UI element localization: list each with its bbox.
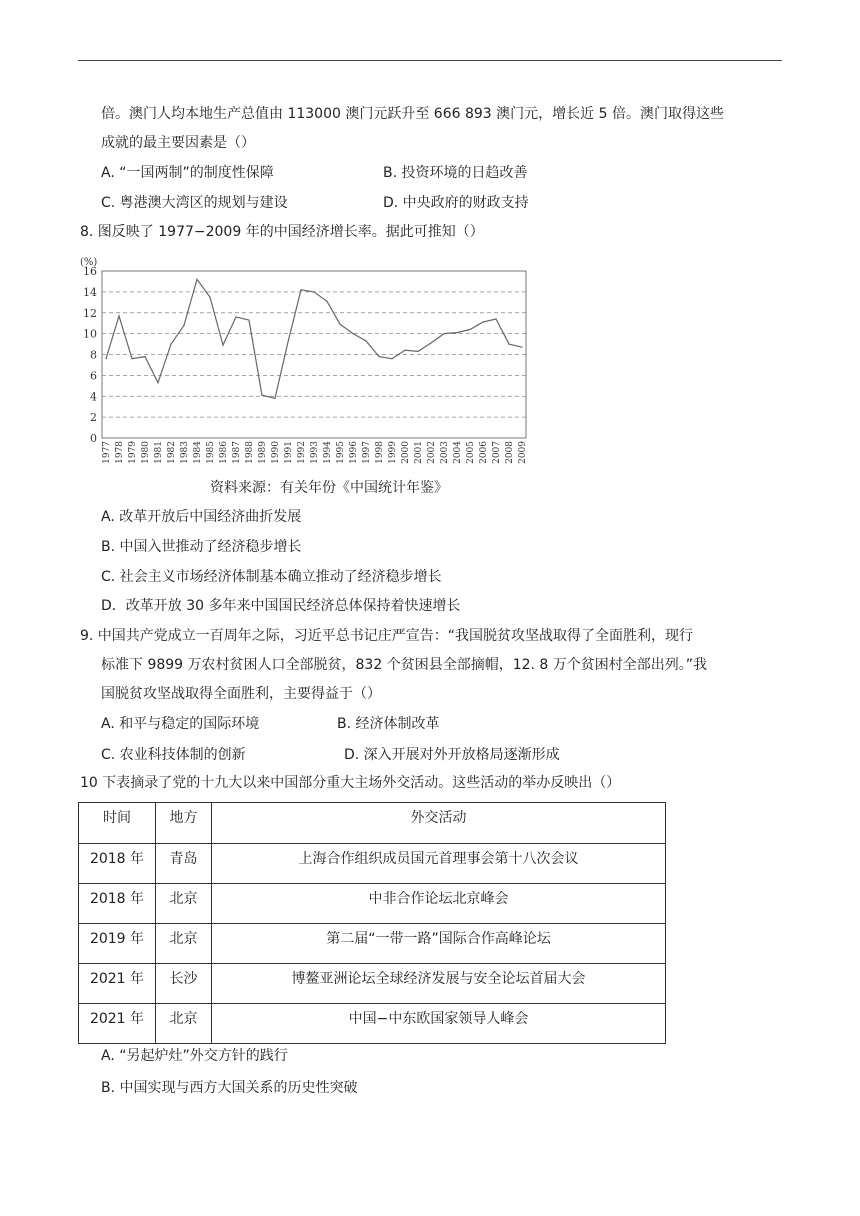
data-point	[391, 358, 392, 359]
x-tick-label: 1989	[258, 441, 268, 464]
cell-place: 北京	[156, 924, 212, 964]
cell-activity: 博鳌亚洲论坛全球经济发展与安全论坛首届大会	[212, 964, 666, 1004]
header-rule	[78, 60, 782, 61]
y-tick-label: 10	[83, 327, 97, 341]
x-tick-label: 1996	[349, 441, 359, 464]
x-tick-label: 1994	[323, 441, 333, 464]
q10-option-a[interactable]: A. “另起炉灶”外交方针的践行	[101, 1048, 288, 1064]
header-place: 地方	[156, 803, 212, 844]
q9-line2: 标准下 9899 万农村贫困人口全部脱贫，832 个贫困县全部摘帽，12. 8 万个贫困村全部出列。”我	[101, 657, 708, 673]
x-tick-label: 1988	[245, 441, 255, 464]
data-point	[313, 291, 314, 292]
table-row	[79, 884, 666, 924]
x-tick-label: 1982	[167, 441, 177, 464]
data-point	[287, 341, 288, 342]
x-tick-label: 1997	[362, 441, 372, 464]
x-tick-label: 1978	[115, 441, 125, 464]
data-point	[131, 358, 132, 359]
x-tick-label: 1985	[206, 441, 216, 464]
data-point	[508, 343, 509, 344]
x-tick-label: 1977	[102, 441, 112, 464]
diplomacy-table	[78, 802, 666, 1044]
x-tick-label: 2002	[427, 441, 437, 464]
data-point	[339, 324, 340, 325]
q9-option-d[interactable]: D. 深入开展对外开放格局逐渐形成	[344, 747, 560, 763]
data-point	[352, 333, 353, 334]
cell-place: 北京	[156, 884, 212, 924]
x-tick-label: 1992	[297, 441, 307, 464]
data-point	[443, 333, 444, 334]
cell-place: 北京	[156, 1004, 212, 1044]
data-point	[417, 351, 418, 352]
cell-activity: 中非合作论坛北京峰会	[212, 884, 666, 924]
y-tick-label: 4	[90, 390, 97, 404]
x-tick-label: 1993	[310, 441, 320, 464]
table-row	[79, 1004, 666, 1044]
x-tick-label: 1983	[180, 441, 190, 464]
data-point	[105, 358, 106, 359]
cell-activity: 上海合作组织成员国元首理事会第十八次会议	[212, 844, 666, 884]
x-tick-label: 1990	[271, 441, 281, 464]
q9-option-a[interactable]: A. 和平与稳定的国际环境	[101, 716, 260, 732]
x-tick-label: 2001	[414, 441, 424, 464]
chart-source: 资料来源：有关年份《中国统计年鉴》	[210, 480, 448, 496]
data-point	[482, 322, 483, 323]
data-point	[378, 356, 379, 357]
q7-line2: 成就的最主要因素是（）	[101, 135, 255, 151]
data-point	[144, 356, 145, 357]
q8-option-b[interactable]: B. 中国入世推动了经济稳步增长	[101, 539, 302, 555]
data-point	[209, 296, 210, 297]
q7-option-c[interactable]: C. 粤港澳大湾区的规划与建设	[101, 195, 288, 211]
data-point	[469, 329, 470, 330]
cell-time: 2021 年	[79, 964, 156, 1004]
q9-line3: 国脱贫攻坚战取得全面胜利，主要得益于（）	[101, 686, 381, 702]
cell-activity: 第二届“一带一路”国际合作高峰论坛	[212, 924, 666, 964]
x-tick-label: 1987	[232, 441, 242, 464]
data-point	[456, 332, 457, 333]
y-tick-label: 2	[90, 411, 97, 425]
data-point	[365, 340, 366, 341]
header-activity: 外交活动	[212, 803, 666, 844]
data-point	[495, 318, 496, 319]
x-tick-label: 1998	[375, 441, 385, 464]
x-tick-label: 1986	[219, 441, 229, 464]
cell-time: 2021 年	[79, 1004, 156, 1044]
y-tick-label: 12	[83, 306, 97, 320]
data-point	[183, 325, 184, 326]
data-point	[222, 345, 223, 346]
x-tick-label: 2007	[492, 441, 502, 464]
y-tick-label: 6	[90, 369, 97, 383]
x-tick-label: 2003	[440, 441, 450, 464]
q10-stem: 10 下表摘录了党的十九大以来中国部分重大主场外交活动。这些活动的举办反映出（）	[80, 775, 621, 791]
table-row	[79, 964, 666, 1004]
data-point	[157, 382, 158, 383]
data-point	[326, 301, 327, 302]
data-point	[261, 395, 262, 396]
x-tick-label: 2009	[518, 441, 528, 464]
cell-time: 2018 年	[79, 884, 156, 924]
table-row	[79, 924, 666, 964]
x-tick-label: 2006	[479, 441, 489, 464]
cell-time: 2018 年	[79, 844, 156, 884]
x-tick-label: 2004	[453, 441, 463, 464]
data-point	[248, 319, 249, 320]
x-tick-label: 1991	[284, 441, 294, 464]
data-point	[118, 315, 119, 316]
data-point	[404, 350, 405, 351]
q9-option-b[interactable]: B. 经济体制改革	[337, 716, 440, 732]
q7-option-b[interactable]: B. 投资环境的日趋改善	[383, 165, 528, 181]
growth-rate-chart	[78, 253, 530, 468]
data-point	[430, 342, 431, 343]
data-point	[235, 316, 236, 317]
q10-option-b[interactable]: B. 中国实现与西方大国关系的历史性突破	[101, 1080, 358, 1096]
q8-option-c[interactable]: C. 社会主义市场经济体制基本确立推动了经济稳步增长	[101, 569, 442, 585]
q7-line1: 倍。澳门人均本地生产总值由 113000 澳门元跃升至 666 893 澳门元，增长近 5 倍。澳门取得这些	[101, 106, 724, 122]
q8-stem: 8. 图反映了 1977−2009 年的中国经济增长率。据此可推知（）	[80, 224, 484, 240]
x-tick-label: 1999	[388, 441, 398, 464]
q8-option-a[interactable]: A. 改革开放后中国经济曲折发展	[101, 509, 302, 525]
data-point	[274, 398, 275, 399]
x-tick-label: 1979	[128, 441, 138, 464]
header-time: 时间	[79, 803, 156, 844]
cell-activity: 中国−中东欧国家领导人峰会	[212, 1004, 666, 1044]
y-tick-label: 16	[83, 265, 97, 278]
x-tick-label: 1980	[141, 441, 151, 464]
x-tick-label: 1995	[336, 441, 346, 464]
table-row	[79, 844, 666, 884]
data-point	[300, 289, 301, 290]
x-tick-label: 2000	[401, 441, 411, 464]
q9-option-c[interactable]: C. 农业科技体制的创新	[101, 747, 246, 763]
data-point	[521, 347, 522, 348]
q8-option-d[interactable]: D．改革开放 30 多年来中国国民经济总体保持着快速增长	[101, 598, 461, 614]
x-tick-label: 2008	[505, 441, 515, 464]
q9-line1: 9. 中国共产党成立一百周年之际，习近平总书记庄严宣告：“我国脱贫攻坚战取得了全面胜利，现行	[80, 628, 694, 644]
cell-time: 2019 年	[79, 924, 156, 964]
y-tick-label: 14	[83, 285, 97, 299]
y-axis-unit: (%)	[80, 257, 98, 268]
x-tick-label: 2005	[466, 441, 476, 464]
cell-place: 长沙	[156, 964, 212, 1004]
table-header-row	[79, 803, 666, 844]
q7-option-d[interactable]: D. 中央政府的财政支持	[383, 195, 529, 211]
data-point	[196, 279, 197, 280]
cell-place: 青岛	[156, 844, 212, 884]
data-point	[170, 343, 171, 344]
x-tick-label: 1981	[154, 441, 164, 464]
q7-option-a[interactable]: A. “一国两制”的制度性保障	[101, 165, 274, 181]
y-tick-label: 8	[90, 348, 97, 362]
x-tick-label: 1984	[193, 441, 203, 464]
y-tick-label: 0	[90, 432, 97, 445]
